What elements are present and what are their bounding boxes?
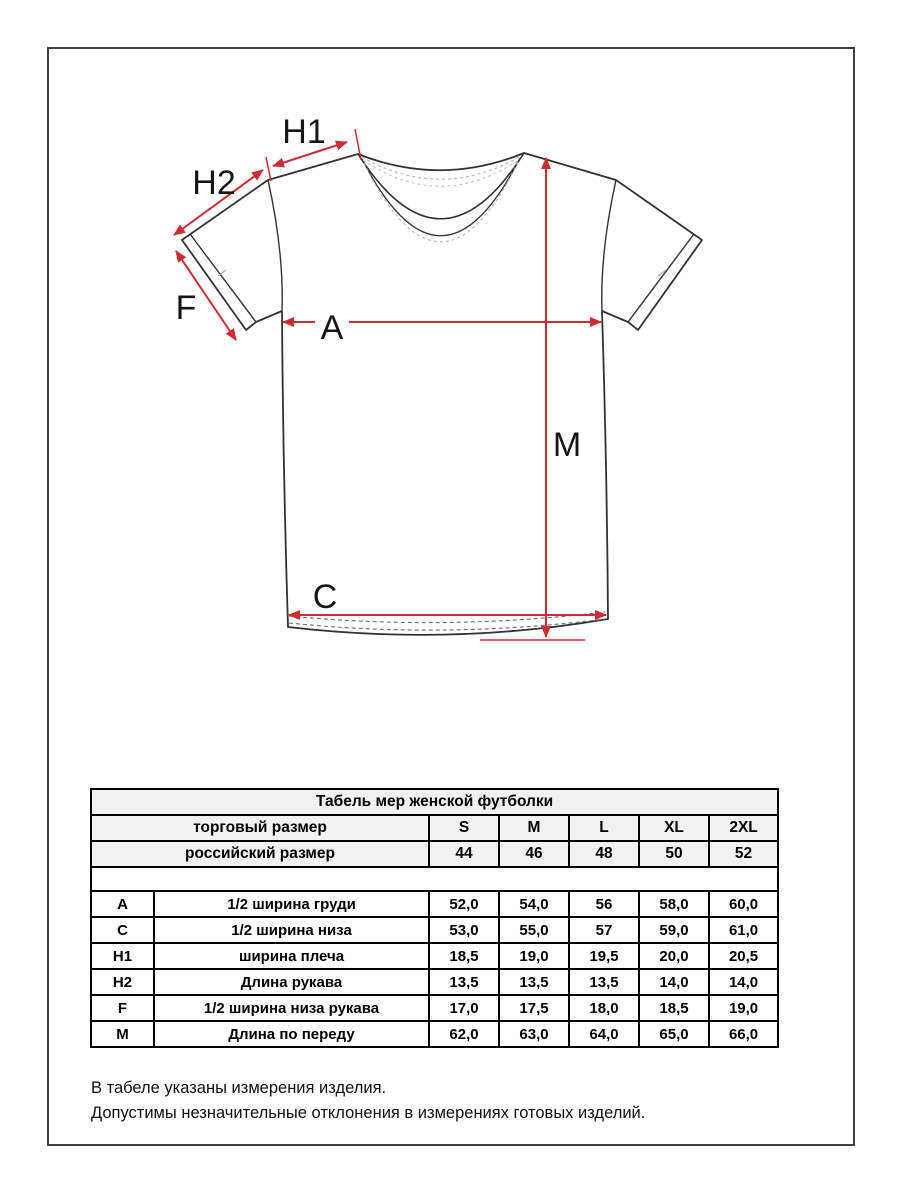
measure-code: C (91, 917, 154, 943)
measure-value-3: 58,0 (639, 891, 709, 917)
measure-value-0: 53,0 (429, 917, 499, 943)
measure-row-m (91, 1021, 778, 1047)
measure-code: H1 (91, 943, 154, 969)
measure-name: ширина плеча (154, 943, 429, 969)
measure-value-1: 63,0 (499, 1021, 569, 1047)
measure-value-0: 13,5 (429, 969, 499, 995)
label-m: M (552, 426, 582, 464)
measure-code: H2 (91, 969, 154, 995)
measure-name: Длина рукава (154, 969, 429, 995)
label-f: F (175, 289, 197, 327)
measure-value-1: 55,0 (499, 917, 569, 943)
tshirt-outline (182, 153, 702, 635)
trade-size-3: XL (639, 815, 709, 841)
measure-value-2: 56 (569, 891, 639, 917)
measure-value-2: 19,5 (569, 943, 639, 969)
measure-name: 1/2 ширина низа рукава (154, 995, 429, 1021)
measure-value-4: 61,0 (709, 917, 778, 943)
table-title: Табель мер женской футболки (91, 789, 778, 815)
measure-value-3: 65,0 (639, 1021, 709, 1047)
measure-value-4: 19,0 (709, 995, 778, 1021)
table-title-row (91, 789, 778, 815)
measure-value-3: 14,0 (639, 969, 709, 995)
measure-value-0: 52,0 (429, 891, 499, 917)
measure-code: F (91, 995, 154, 1021)
russian-size-1: 46 (499, 841, 569, 867)
measure-value-2: 18,0 (569, 995, 639, 1021)
measure-value-0: 17,0 (429, 995, 499, 1021)
measure-row-f (91, 995, 778, 1021)
measure-row-c (91, 917, 778, 943)
label-h1: H1 (282, 113, 326, 151)
trade-size-label: торговый размер (91, 815, 429, 841)
measure-name: 1/2 ширина низа (154, 917, 429, 943)
spacer-row (91, 867, 778, 891)
measure-value-1: 13,5 (499, 969, 569, 995)
measure-row-a (91, 891, 778, 917)
measure-name: 1/2 ширина груди (154, 891, 429, 917)
russian-size-row (91, 841, 778, 867)
measure-value-1: 19,0 (499, 943, 569, 969)
measure-code: M (91, 1021, 154, 1047)
label-c: C (312, 578, 338, 616)
trade-size-4: 2XL (709, 815, 778, 841)
russian-size-0: 44 (429, 841, 499, 867)
measure-name: Длина по переду (154, 1021, 429, 1047)
trade-size-1: M (499, 815, 569, 841)
trade-size-2: L (569, 815, 639, 841)
measure-value-4: 14,0 (709, 969, 778, 995)
measure-value-4: 66,0 (709, 1021, 778, 1047)
spacer-cell (91, 867, 778, 891)
measure-value-1: 17,5 (499, 995, 569, 1021)
footer-notes (91, 1076, 645, 1126)
measure-value-4: 60,0 (709, 891, 778, 917)
note-line-2: Допустимы незначительные отклонения в измерениях готовых изделий. (91, 1104, 646, 1122)
russian-size-3: 50 (639, 841, 709, 867)
measure-value-3: 59,0 (639, 917, 709, 943)
size-table (90, 788, 779, 1048)
measure-value-3: 20,0 (639, 943, 709, 969)
label-a: A (320, 309, 344, 347)
trade-size-row (91, 815, 778, 841)
russian-size-4: 52 (709, 841, 778, 867)
russian-size-2: 48 (569, 841, 639, 867)
label-h2: H2 (192, 164, 236, 202)
measure-value-1: 54,0 (499, 891, 569, 917)
arrow-h1-tick-left (266, 157, 271, 181)
measure-row-h1 (91, 943, 778, 969)
measure-code: A (91, 891, 154, 917)
measure-value-3: 18,5 (639, 995, 709, 1021)
measure-value-4: 20,5 (709, 943, 778, 969)
measure-value-2: 57 (569, 917, 639, 943)
measure-row-h2 (91, 969, 778, 995)
measure-value-2: 64,0 (569, 1021, 639, 1047)
russian-size-label: российский размер (91, 841, 429, 867)
note-line-1: В табеле указаны измерения изделия. (91, 1079, 387, 1097)
measure-value-2: 13,5 (569, 969, 639, 995)
measure-value-0: 62,0 (429, 1021, 499, 1047)
trade-size-0: S (429, 815, 499, 841)
measure-value-0: 18,5 (429, 943, 499, 969)
